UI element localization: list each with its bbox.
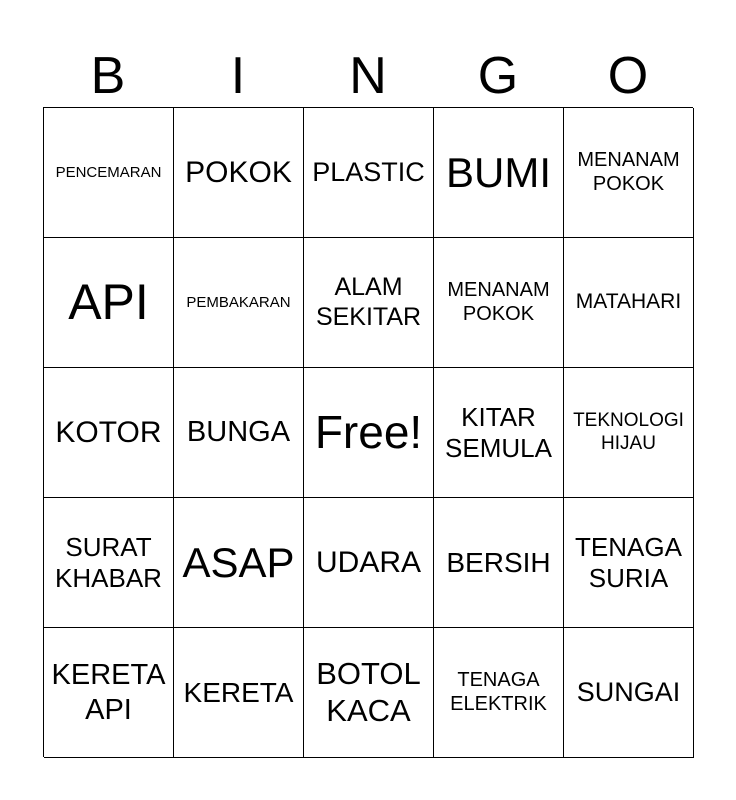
bingo-cell[interactable]: [564, 498, 694, 628]
header-letter-b: B: [90, 47, 126, 105]
cell-label: ALAM SEKITAR: [315, 273, 422, 331]
header-letter-n: N: [349, 47, 387, 105]
bingo-cell[interactable]: [44, 498, 174, 628]
bingo-cell[interactable]: [174, 628, 304, 758]
bingo-cell[interactable]: [434, 368, 564, 498]
cell-label: SURAT KHABAR: [55, 531, 162, 593]
cell-label: BUMI: [446, 148, 551, 196]
bingo-cell[interactable]: [434, 498, 564, 628]
bingo-cell[interactable]: [564, 368, 694, 498]
cell-label: TEKNOLOGI HIJAU: [573, 410, 684, 454]
bingo-cell[interactable]: [174, 108, 304, 238]
cell-label: ASAP: [182, 538, 295, 586]
bingo-cell[interactable]: [44, 238, 174, 368]
free-space-cell[interactable]: [304, 368, 434, 498]
header-letter-o: O: [607, 47, 649, 105]
bingo-cell[interactable]: [434, 628, 564, 758]
bingo-cell[interactable]: [304, 108, 434, 238]
bingo-card: [43, 107, 693, 757]
free-space-label: Free!: [314, 406, 423, 459]
cell-label: MATAHARI: [575, 290, 682, 314]
cell-label: KITAR SEMULA: [445, 401, 552, 463]
bingo-cell[interactable]: [44, 108, 174, 238]
bingo-cell[interactable]: [304, 238, 434, 368]
cell-label: PEMBAKARAN: [186, 293, 291, 311]
header-letter-g: G: [477, 47, 519, 105]
bingo-cell[interactable]: [44, 628, 174, 758]
cell-label: PLASTIC: [312, 156, 425, 187]
bingo-cell[interactable]: [434, 238, 564, 368]
bingo-cell[interactable]: [434, 108, 564, 238]
cell-label: BUNGA: [186, 416, 291, 449]
cell-label: MENANAM POKOK: [577, 148, 680, 195]
bingo-cell[interactable]: [564, 238, 694, 368]
bingo-cell[interactable]: [304, 498, 434, 628]
bingo-cell[interactable]: [174, 238, 304, 368]
cell-label: API: [68, 274, 149, 330]
cell-label: KERETA API: [51, 659, 166, 726]
cell-label: KOTOR: [55, 415, 162, 449]
cell-label: POKOK: [185, 155, 292, 189]
bingo-cell[interactable]: [44, 368, 174, 498]
bingo-cell[interactable]: [174, 368, 304, 498]
cell-label: BOTOL KACA: [316, 655, 421, 728]
bingo-header: [43, 44, 693, 108]
cell-label: KERETA: [183, 676, 294, 708]
cell-label: MENANAM POKOK: [447, 278, 550, 325]
bingo-cell[interactable]: [304, 628, 434, 758]
header-letter-i: I: [230, 47, 246, 105]
cell-label: TENAGA SURIA: [575, 531, 682, 593]
cell-label: UDARA: [315, 545, 421, 579]
cell-label: PENCEMARAN: [55, 163, 162, 181]
bingo-cell[interactable]: [174, 498, 304, 628]
bingo-cell[interactable]: [564, 628, 694, 758]
cell-label: SUNGAI: [576, 676, 681, 707]
cell-label: BERSIH: [446, 546, 551, 578]
bingo-cell[interactable]: [564, 108, 694, 238]
cell-label: TENAGA ELEKTRIK: [450, 668, 547, 715]
